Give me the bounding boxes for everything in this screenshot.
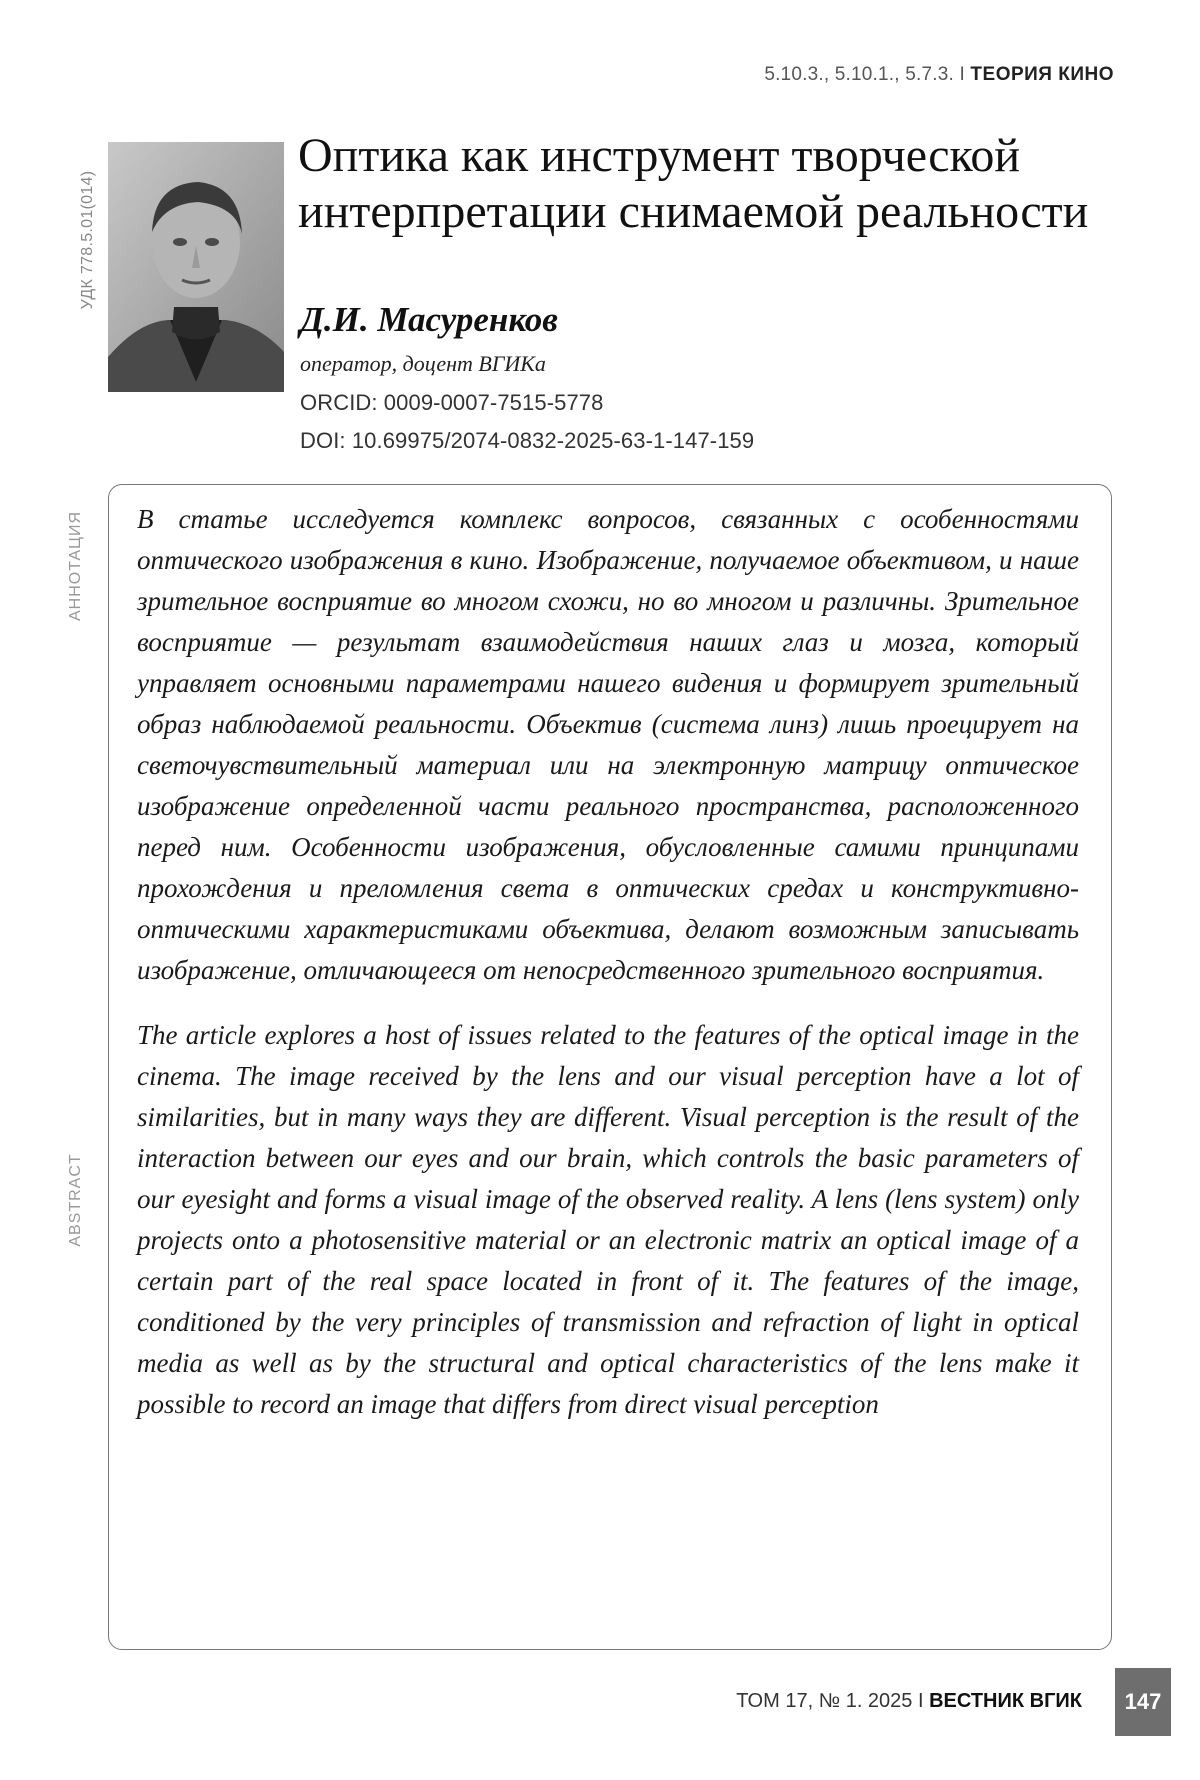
author-name: Д.И. Масуренков — [300, 300, 558, 340]
page-number: 147 — [1115, 1668, 1171, 1736]
author-position: оператор, доцент ВГИКа — [300, 351, 546, 377]
volume-issue: ТОМ 17, № 1. 2025 I — [736, 1690, 923, 1712]
orcid: ORCID: 0009-0007-7515-5778 — [300, 390, 603, 416]
abstract-russian: В статье исследуется комплекс вопросов, связанных с особенностями оптического изображения в кино. Изображение, получаемое объективом, и наше зрительное восприятие во многом схожи, но во многом и различны. Зрительное восприятие — результат взаимодействия наших глаз и мозга, который управляет основными параметрами нашего видения и формирует зрительный образ наблюдаемой реальности. Объектив (система линз) лишь проецирует на светочувствительный материал или на электронную матрицу оптическое изображение определенной части реального пространства, расположенного перед ним. Особенности изображения, обусловленные самими принципами прохождения и преломления света в оптических средах и конструктивно-оптическими характеристиками объектива, делают возможным записывать изображение, отличающееся от непосредственного зрительного восприятия. — [137, 499, 1079, 991]
udc-code: УДК 778.5.01(014) — [79, 171, 97, 310]
doi: DOI: 10.69975/2074-0832-2025-63-1-147-159 — [300, 428, 754, 454]
annotation-side-label: АННОТАЦИЯ — [67, 511, 85, 621]
abstract-side-label: ABSTRACT — [67, 1153, 85, 1246]
specialty-codes: 5.10.3., 5.10.1., 5.7.3. I — [764, 64, 965, 85]
abstract-box — [108, 484, 1112, 1650]
footer — [736, 1690, 1082, 1713]
header-codes — [764, 64, 1114, 86]
author-photo — [108, 142, 284, 392]
article-title: Оптика как инструмент творческой интерпретации снимаемой реальности — [298, 128, 1128, 240]
rubric: ТЕОРИЯ КИНО — [970, 64, 1114, 85]
abstract-english: The article explores a host of issues related to the features of the optical image in the cinema. The image received by the lens and our visual perception have a lot of similarities, but in many ways they are different. Visual perception is the result of the interaction between our eyes and our brain, which controls the basic parameters of our eyesight and forms a visual image of the observed reality. A lens (lens system) only projects onto a photosensitive material or an electronic matrix an optical image of a certain part of the real space located in front of it. The features of the image, conditioned by the very principles of transmission and refraction of light in optical media as well as by the structural and optical characteristics of the lens make it possible to record an image that differs from direct visual perception — [137, 1015, 1079, 1425]
journal-name: ВЕСТНИК ВГИК — [929, 1690, 1082, 1712]
author-portrait-image — [108, 142, 284, 392]
